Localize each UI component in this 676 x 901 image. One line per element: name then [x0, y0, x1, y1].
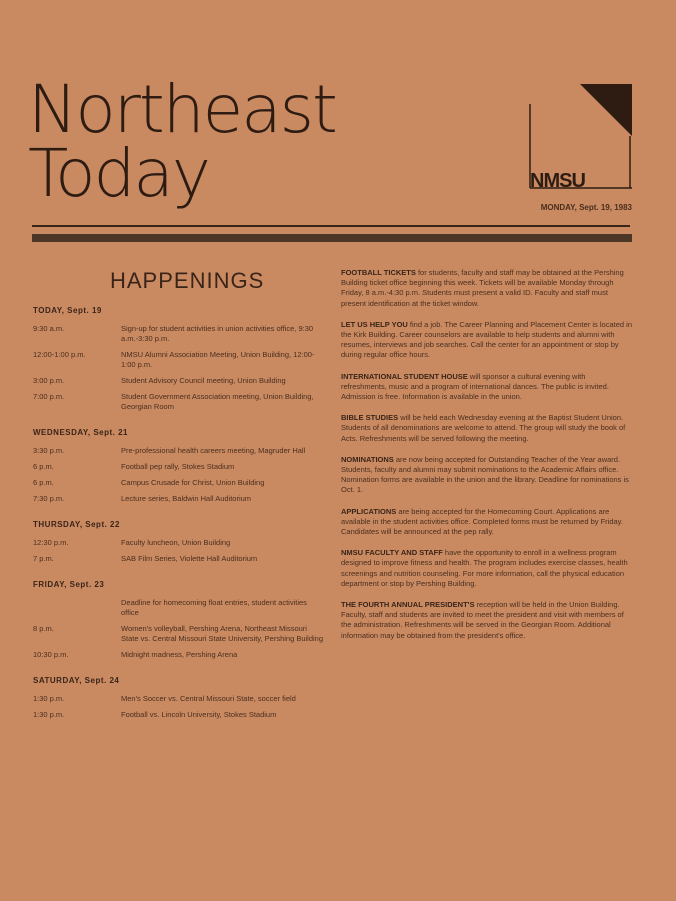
announcement-item	[341, 320, 633, 361]
announcement-lead: NOMINATIONS	[341, 454, 394, 464]
event-row	[33, 350, 325, 370]
announcement-body: are being accepted for the Homecoming Court. Applications are available in the student activities office. Completed forms must be returned by Friday. Candidates will be announced at the pep rally.	[341, 506, 623, 537]
event-time: 12:30 p.m.	[33, 538, 69, 547]
announcement-lead: APPLICATIONS	[341, 506, 397, 516]
event-time	[33, 598, 121, 618]
event-time: 1:30 p.m.	[33, 710, 65, 719]
day-block	[33, 580, 325, 660]
day-block	[33, 428, 325, 504]
title-line-2: Today	[28, 135, 209, 212]
event-row	[33, 446, 325, 456]
event-time: 12:00-1:00 p.m.	[33, 350, 86, 359]
announcement-body: find a job. The Career Planning and Placement Center is located in the Kirk Building. Career counselors are available to help students and alumni with resumes, interviews and job searches. Call the center for an appointment or stop by during regular office hours.	[341, 319, 632, 360]
event-description: Men's Soccer vs. Central Missouri State, soccer field	[121, 694, 296, 703]
event-description: Deadline for homecoming float entries, student activities office	[121, 598, 307, 617]
title-line-1: Northeast	[28, 71, 336, 148]
announcement-item	[341, 455, 633, 496]
day-heading: SATURDAY, Sept. 24	[33, 676, 120, 685]
event-time: 3:00 p.m.	[33, 376, 65, 385]
announcement-body: reception will be held in the Union Building. Faculty, staff and students are invited to meet the president and visit with members of the administration. Refreshments will be served in the Georgian Room. Additional information may be obtained from the president's office.	[341, 600, 624, 640]
event-row	[33, 538, 325, 548]
announcements-column	[341, 268, 633, 652]
happenings-heading: HAPPENINGS	[110, 268, 265, 293]
event-time: 9:30 a.m.	[33, 324, 65, 333]
event-time: 1:30 p.m.	[33, 694, 65, 703]
event-time: 7:30 p.m.	[33, 494, 65, 503]
event-row	[33, 598, 325, 618]
announcement-lead: LET US HELP YOU	[341, 319, 408, 329]
event-description: Midnight madness, Pershing Arena	[121, 650, 238, 659]
event-description: Lecture series, Baldwin Hall Auditorium	[121, 494, 252, 503]
event-time: 10:30 p.m.	[33, 650, 69, 659]
announcement-item	[341, 548, 633, 589]
event-time: 8 p.m.	[33, 624, 54, 633]
announcement-item	[341, 413, 633, 444]
day-block	[33, 676, 325, 720]
event-description: Student Government Association meeting, Union Building, Georgian Room	[121, 392, 314, 411]
announcement-lead: FOOTBALL TICKETS	[341, 268, 416, 277]
event-description: NMSU Alumni Association Meeting, Union Building, 12:00-1:00 p.m.	[121, 350, 315, 369]
announcement-item	[341, 372, 633, 403]
masthead-title	[28, 71, 336, 212]
announcement-lead: BIBLE STUDIES	[341, 413, 399, 423]
day-heading: FRIDAY, Sept. 23	[33, 580, 105, 589]
event-row	[33, 462, 325, 472]
event-description: Student Advisory Council meeting, Union Building	[121, 376, 286, 385]
event-time: 6 p.m.	[33, 462, 54, 471]
announcement-item	[341, 600, 633, 641]
happenings-calendar	[33, 306, 325, 736]
event-description: SAB Film Series, Violette Hall Auditorium	[121, 554, 258, 563]
day-heading: THURSDAY, Sept. 22	[33, 520, 120, 529]
announcement-lead: INTERNATIONAL STUDENT HOUSE	[341, 371, 468, 381]
announcement-body: have the opportunity to enroll in a wellness program designed to improve fitness and health. The program includes exercise classes, health screenings and nutrition counseling. For more information, call the physical education department or stop by Pershing Building.	[341, 548, 628, 588]
event-description: Women's volleyball, Pershing Arena, Northeast Missouri State vs. Central Missouri State University, Pershing Building	[121, 624, 324, 643]
event-row	[33, 554, 325, 564]
day-heading: TODAY, Sept. 19	[33, 306, 102, 315]
announcement-body: will sponsor a cultural evening with refreshments, music and a program of international dances. The public is invited. Admission is free. Information is available in the union.	[341, 371, 609, 402]
event-row	[33, 478, 325, 488]
event-description: Football vs. Lincoln University, Stokes Stadium	[121, 710, 277, 719]
event-time: 3:30 p.m.	[33, 446, 65, 455]
day-heading: WEDNESDAY, Sept. 21	[33, 428, 129, 437]
event-row	[33, 694, 325, 704]
day-block	[33, 306, 325, 412]
event-description: Faculty luncheon, Union Building	[121, 538, 231, 547]
event-description: Pre-professional health careers meeting, Magruder Hall	[121, 446, 306, 455]
announcement-item	[341, 268, 633, 309]
event-row	[33, 650, 325, 660]
masthead-rule-thick	[32, 234, 632, 242]
event-row	[33, 324, 325, 344]
event-row	[33, 376, 325, 386]
announcement-lead: THE FOURTH ANNUAL PRESIDENT'S	[341, 600, 475, 610]
event-row	[33, 710, 325, 720]
event-row	[33, 494, 325, 504]
event-description: Football pep rally, Stokes Stadium	[121, 462, 235, 471]
event-description: Sign-up for student activities in union activities office, 9:30 a.m.-3:30 p.m.	[121, 324, 314, 343]
announcement-lead: NMSU FACULTY AND STAFF	[341, 548, 443, 558]
event-time: 7:00 p.m.	[33, 392, 65, 401]
day-block	[33, 520, 325, 564]
event-time: 6 p.m.	[33, 478, 54, 487]
event-description: Campus Crusade for Christ, Union Building	[121, 478, 265, 487]
logo-text: NMSU	[530, 170, 585, 192]
event-row	[33, 392, 325, 412]
event-row	[33, 624, 325, 644]
masthead-rule-thin	[32, 225, 630, 227]
announcement-item	[341, 507, 633, 538]
dateline: MONDAY, Sept. 19, 1983	[540, 203, 632, 212]
event-time: 7 p.m.	[33, 554, 54, 563]
announcement-body: for students, faculty and staff may be obtained at the Pershing Building ticket office beginning this week. Tickets will be available Monday through Friday, 8 a.m.-4:30 p.m. Students must present a valid ID. Faculty and staff must present identification at the ticket window.	[341, 268, 624, 308]
announcement-body: are now being accepted for Outstanding Teacher of the Year award. Students, faculty and alumni may submit nominations to the Academic Affairs office. Nomination forms are available in the union and the library. Deadline for nominations is Oct. 1.	[341, 454, 629, 495]
announcement-body: will be held each Wednesday evening at the Baptist Student Union. Students of all denominations are welcome to attend. The group will study the book of Acts. Refreshments will be served following the meeting.	[341, 413, 626, 443]
